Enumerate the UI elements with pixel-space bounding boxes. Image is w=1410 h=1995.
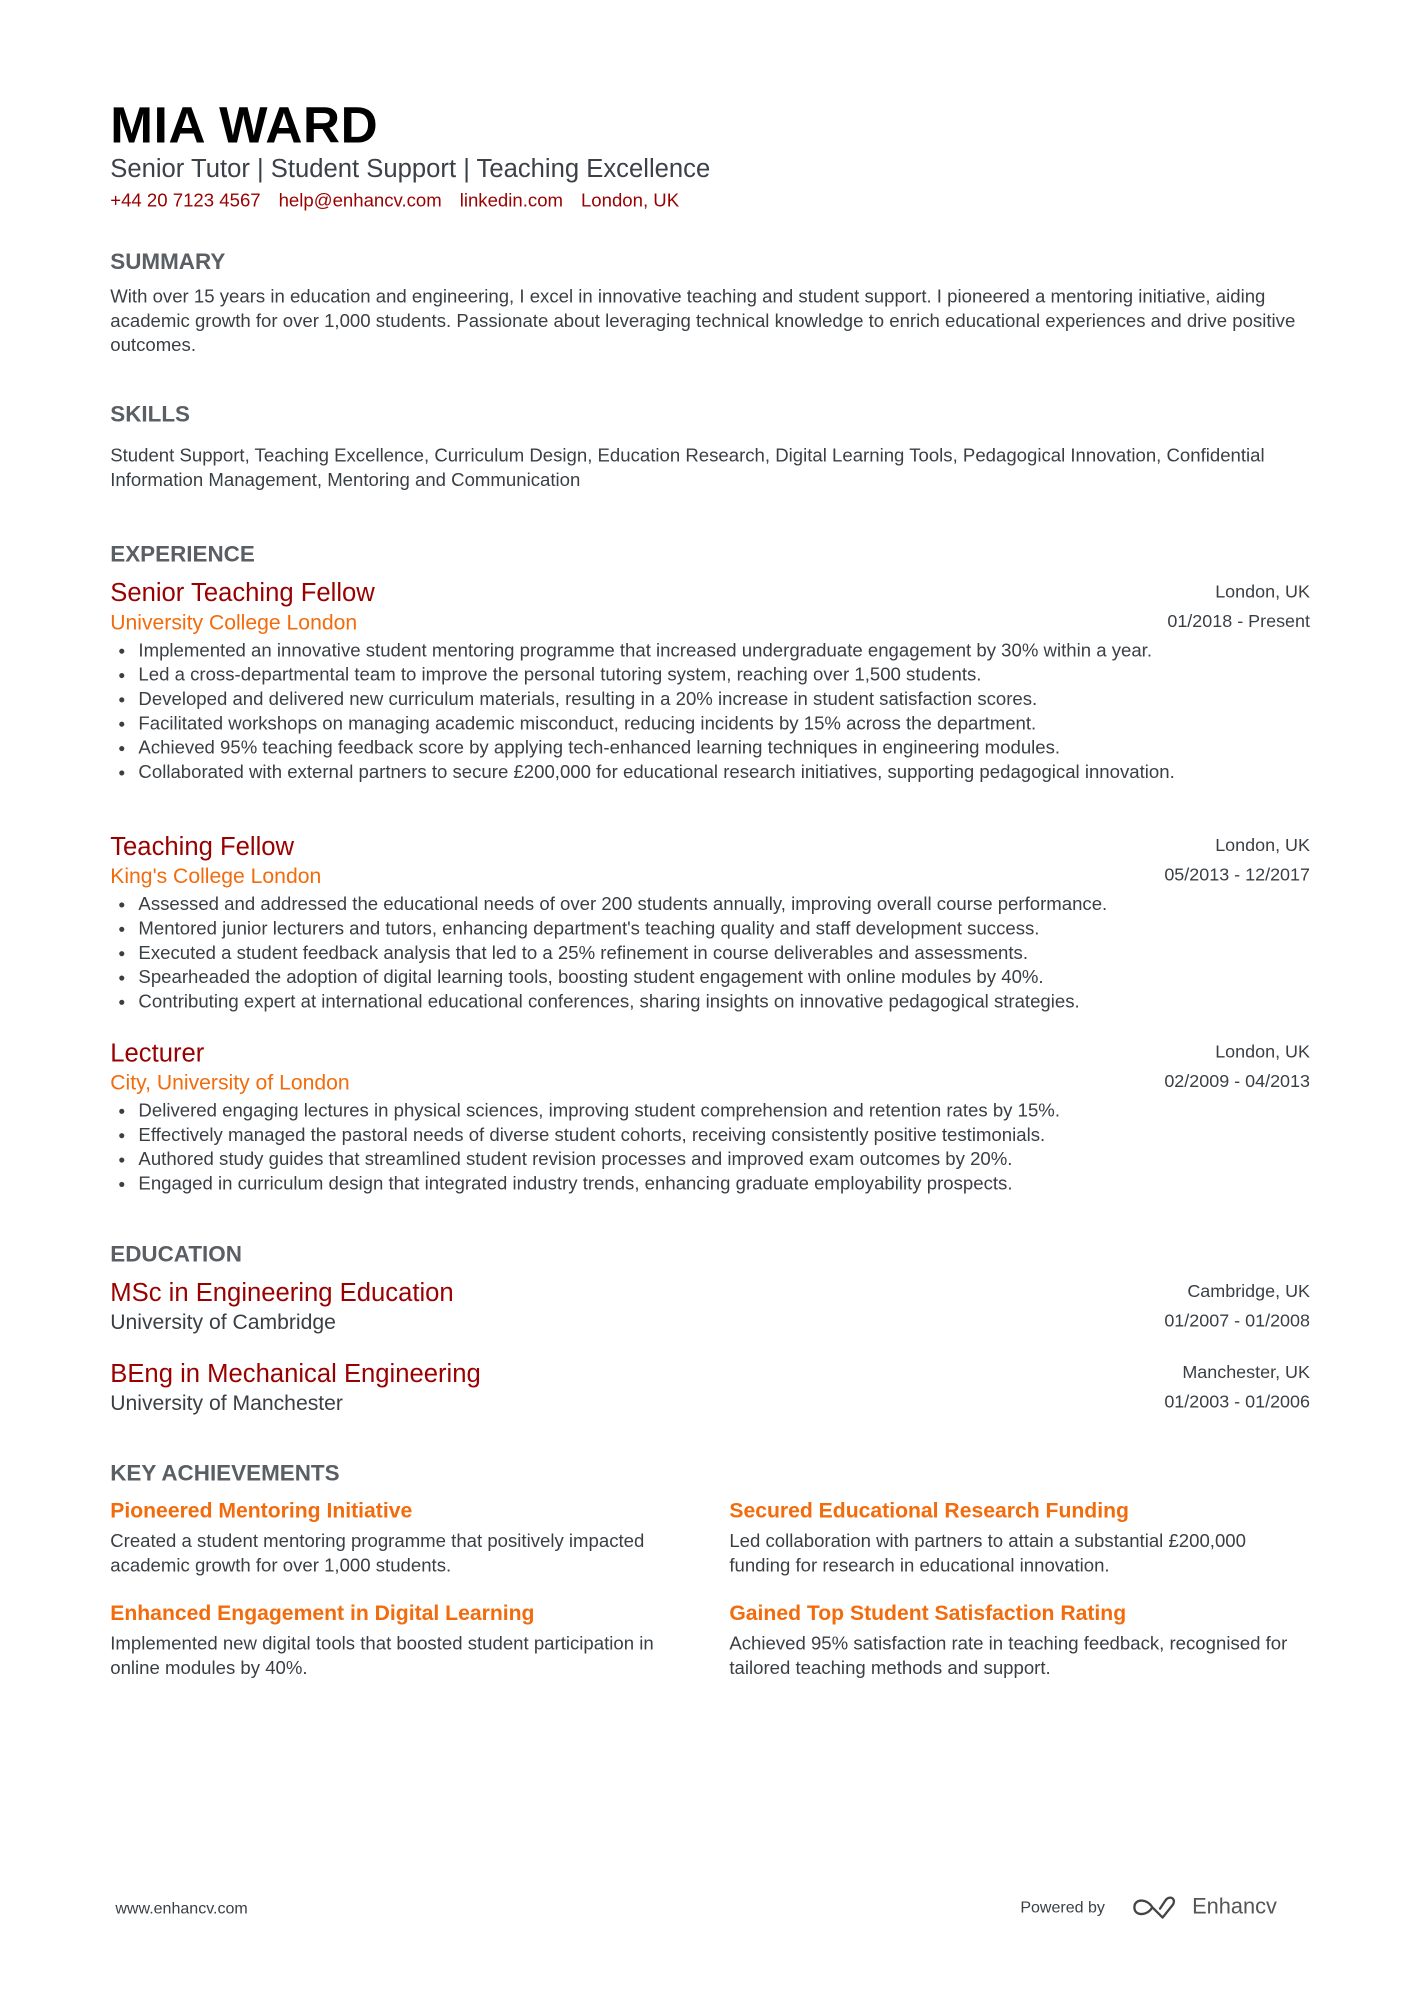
job-location: London, UK [1215,1040,1310,1062]
experience-heading: EXPERIENCE [110,540,255,567]
achievement-title: Enhanced Engagement in Digital Learning [110,1602,535,1626]
education-entry [110,1278,1310,1337]
education-heading: EDUCATION [110,1240,242,1267]
achievement [110,1600,674,1682]
job-title: Lecturer [110,1039,205,1068]
education-location: Cambridge, UK [1187,1280,1310,1302]
achievement [729,1600,1293,1682]
location: London, UK [580,190,680,212]
brand-name: Enhancv [1192,1894,1277,1919]
job-dates: 02/2009 - 04/2013 [1164,1070,1310,1091]
footer-website[interactable]: www.enhancv.com [115,1899,248,1918]
powered-by-label: Powered by [1020,1898,1105,1917]
achievement-text: Implemented new digital tools that boosted student participation in online modules by 40%. [110,1634,654,1680]
contact-info [110,191,679,212]
school: University of Cambridge [110,1311,336,1335]
bullet: • Contributing expert at international educational conferences, sharing insights on innovative pedagogical strategies. [138,991,1310,1015]
company: University College London [110,611,358,635]
phone[interactable]: +44 20 7123 4567 [110,190,261,212]
achievement [729,1497,1293,1579]
achievement-title: Gained Top Student Satisfaction Rating [729,1602,1127,1626]
candidate-name: MIA WARD [110,97,379,154]
bullet: • Executed a student feedback analysis that led to a 25% refinement in course deliverables and assessments. [138,942,1310,966]
achievements-heading: KEY ACHIEVEMENTS [110,1459,340,1486]
bullet: • Collaborated with external partners to secure £200,000 for educational research initiatives, supporting pedagogical innovation. [138,761,1310,785]
achievement-text: Created a student mentoring programme that positively impacted academic growth for over 1,000 students. [110,1531,645,1577]
bullet: • Assessed and addressed the educational needs of over 200 students annually, improving overall course performance. [138,893,1310,917]
degree: MSc in Engineering Education [110,1279,454,1308]
education-dates: 01/2007 - 01/2008 [1164,1309,1310,1331]
job-entry [110,1038,1310,1197]
job-bullets [110,1100,1310,1197]
bullet: • Led a cross-departmental team to improve the personal tutoring system, reaching over 1,500 students. [138,664,1310,688]
company: King's College London [110,865,322,889]
achievement-text: Achieved 95% satisfaction rate in teaching feedback, recognised for tailored teaching methods and support. [729,1634,1288,1680]
infinity-heart-icon [1131,1895,1180,1921]
achievement-title: Secured Educational Research Funding [729,1499,1129,1523]
bullet: • Developed and delivered new curriculum materials, resulting in a 20% increase in student satisfaction scores. [138,688,1310,712]
achievement [110,1497,674,1579]
job-dates: 05/2013 - 12/2017 [1164,863,1310,885]
bullet: • Implemented an innovative student mentoring programme that increased undergraduate engagement by 30% within a year. [138,640,1310,664]
enhancv-logo[interactable] [1131,1895,1277,1921]
education-entry [110,1359,1310,1418]
job-bullets [110,640,1310,786]
achievement-title: Pioneered Mentoring Initiative [110,1499,413,1523]
bullet: • Engaged in curriculum design that integrated industry trends, enhancing graduate employability prospects. [138,1173,1310,1197]
job-bullets [110,893,1310,1015]
skills-text: Student Support, Teaching Excellence, Curriculum Design, Education Research, Digital Learning Tools, Pedagogical Innovation, Confidential Information Management, Mentoring and Communication [110,446,1265,491]
footer-branding [1020,1895,1277,1921]
bullet: • Facilitated workshops on managing academic misconduct, reducing incidents by 15% across the department. [138,713,1310,737]
summary-text: With over 15 years in education and engineering, I excel in innovative teaching and student support. I pioneered a mentoring initiative, aiding academic growth for over 1,000 students. Passionate about leveraging technical knowledge to enrich educational experiences and drive positive outcomes. [110,287,1296,357]
job-title: Teaching Fellow [110,833,295,862]
school: University of Manchester [110,1392,343,1416]
job-entry [110,832,1310,1015]
achievement-text: Led collaboration with partners to attain a substantial £200,000 funding for research in educational innovation. [729,1531,1246,1577]
summary-heading: SUMMARY [110,248,226,275]
job-title: Senior Teaching Fellow [110,579,375,608]
job-location: London, UK [1215,580,1310,602]
job-dates: 01/2018 - Present [1167,610,1310,631]
company: City, University of London [110,1071,350,1095]
job-location: London, UK [1215,834,1310,855]
linkedin-link[interactable]: linkedin.com [459,190,564,212]
degree: BEng in Mechanical Engineering [110,1359,481,1389]
skills-heading: SKILLS [110,401,191,427]
job-entry [110,578,1310,786]
bullet: • Effectively managed the pastoral needs of diverse student cohorts, receiving consistently positive testimonials. [138,1124,1310,1148]
bullet: • Mentored junior lecturers and tutors, enhancing department's teaching quality and staff development success. [138,918,1310,942]
bullet: • Achieved 95% teaching feedback score by applying tech-enhanced learning techniques in engineering modules. [138,737,1310,761]
bullet: • Delivered engaging lectures in physical sciences, improving student comprehension and retention rates by 15%. [138,1100,1310,1124]
bullet: • Authored study guides that streamlined student revision processes and improved exam outcomes by 20%. [138,1148,1310,1172]
headline: Senior Tutor | Student Support | Teaching Excellence [110,155,711,184]
education-dates: 01/2003 - 01/2006 [1164,1390,1310,1412]
email-link[interactable]: help@enhancv.com [278,190,442,212]
bullet: • Spearheaded the adoption of digital learning tools, boosting student engagement with online modules by 40%. [138,966,1310,990]
education-location: Manchester, UK [1182,1361,1310,1382]
